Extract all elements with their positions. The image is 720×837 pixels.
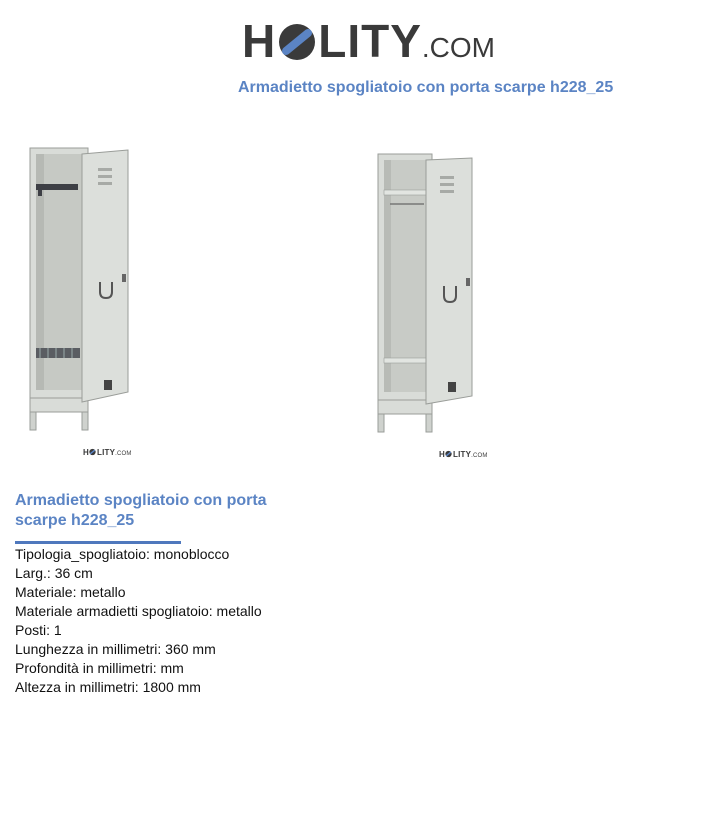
title-divider [15,541,181,544]
watermark-logo-main: H LITY .COM [83,448,132,457]
spec-item: Larg.: 36 cm [15,565,93,581]
spec-item: Lunghezza in millimetri: 360 mm [15,641,216,657]
page-title: Armadietto spogliatoio con porta scarpe h228_25 [238,79,614,96]
site-logo[interactable] [242,12,495,70]
logo-o-circle-icon [277,21,317,63]
product-image-alt[interactable] [368,146,488,440]
logo-o-circle-icon [445,450,452,458]
logo-o-circle-icon [89,448,96,456]
spec-item: Materiale armadietti spogliatoio: metallo [15,603,262,619]
spec-item: Materiale: metallo [15,584,126,600]
spec-item: Profondità in millimetri: mm [15,660,184,676]
logo-text-h: H [242,15,277,67]
logo-text-lity: LITY [318,15,422,67]
spec-item: Tipologia_spogliatoio: monoblocco [15,546,230,562]
product-specs-list [15,545,262,697]
logo-text-com: .COM [421,32,496,63]
watermark-logo-alt: H LITY .COM [439,450,488,459]
spec-item: Altezza in millimetri: 1800 mm [15,679,201,695]
spec-item: Posti: 1 [15,622,62,638]
product-title: Armadietto spogliatoio con porta scarpe h228_25 [15,492,267,529]
product-image-main[interactable] [20,140,150,440]
